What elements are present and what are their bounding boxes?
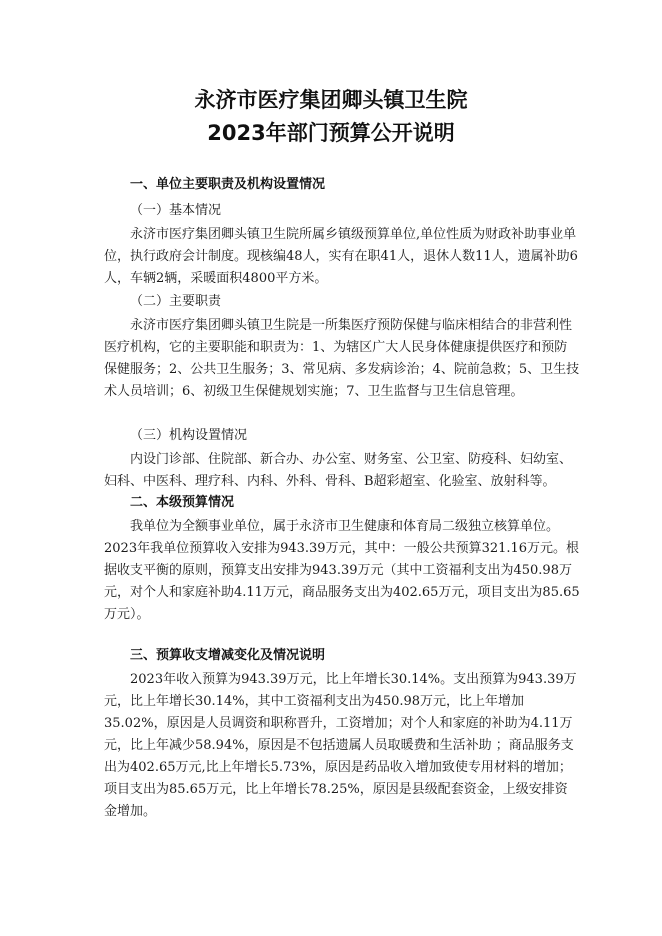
document-title: 永济市医疗集团卿头镇卫生院: [194, 88, 468, 112]
section2-heading: 二、本级预算情况: [130, 495, 235, 510]
section1-sub3-heading: （三）机构设置情况: [130, 428, 248, 443]
section3-text: 2023年收入预算为943.39万元，比上年增长30.14%。支出预算为943.39万元，比上年增长30.14%，其中工资福利支出为450.98万元，比上年增加35.02%，原因是人员调资和职称晋升，工资增加；对个人和家庭的补助为4.11万元，比上年减少58.94%，原因是不包括遗属人员取暖费和生活补助 ；商品服务支出为402.65万元,比上年增长5.73%，原因是药品收入增加致使专用材料的增加；项目支出为85.65万元，比上年增长78.25%，原因是县级配套资金，上级安排资金增加。: [104, 672, 577, 819]
section1-sub2-text: 永济市医疗集团卿头镇卫生院是一所集医疗预防保健与临床相结合的非营利性医疗机构，它的主要职能和职责为：1、为辖区广大人民身体健康提供医疗和预防保健服务；2、公共卫生服务；3、常见病、多发病诊治；4、院前急救；5、卫生技术人员培训；6、初级卫生保健规划实施；7、卫生监督与卫生信息管理。: [104, 318, 580, 399]
section3-heading: 三、预算收支增减变化及情况说明: [130, 648, 326, 663]
section1-sub1-text: 永济市医疗集团卿头镇卫生院所属乡镇级预算单位,单位性质为财政补助事业单位，执行政府会计制度。现核编48人，实有在职41人，退休人数11人，遗属补助6人，车辆2辆，采暖面积4800平方米。: [104, 227, 578, 286]
section1-sub2-heading: （二）主要职责: [130, 294, 222, 309]
document-subtitle: 2023年部门预算公开说明: [207, 121, 455, 145]
section1-heading: 一、单位主要职责及机构设置情况: [130, 177, 326, 192]
section1-sub3-text: 内设门诊部、住院部、新合办、办公室、财务室、公卫室、防疫科、妇幼室、妇科、中医科、理疗科、内科、外科、骨科、B超彩超室、化验室、放射科等。: [104, 452, 573, 489]
section1-sub1-heading: （一）基本情况: [130, 203, 222, 218]
section2-text: 我单位为全额事业单位，属于永济市卫生健康和体育局二级独立核算单位。2023年我单位预算收入安排为943.39万元，其中：一般公共预算321.16万元。根据收支平衡的原则，预算支出安排为943.39万元（其中工资福利支出为450.98万元，对个人和家庭补助4.11万元，商品服务支出为402.65万元，项目支出为85.65万元）。: [104, 519, 580, 622]
